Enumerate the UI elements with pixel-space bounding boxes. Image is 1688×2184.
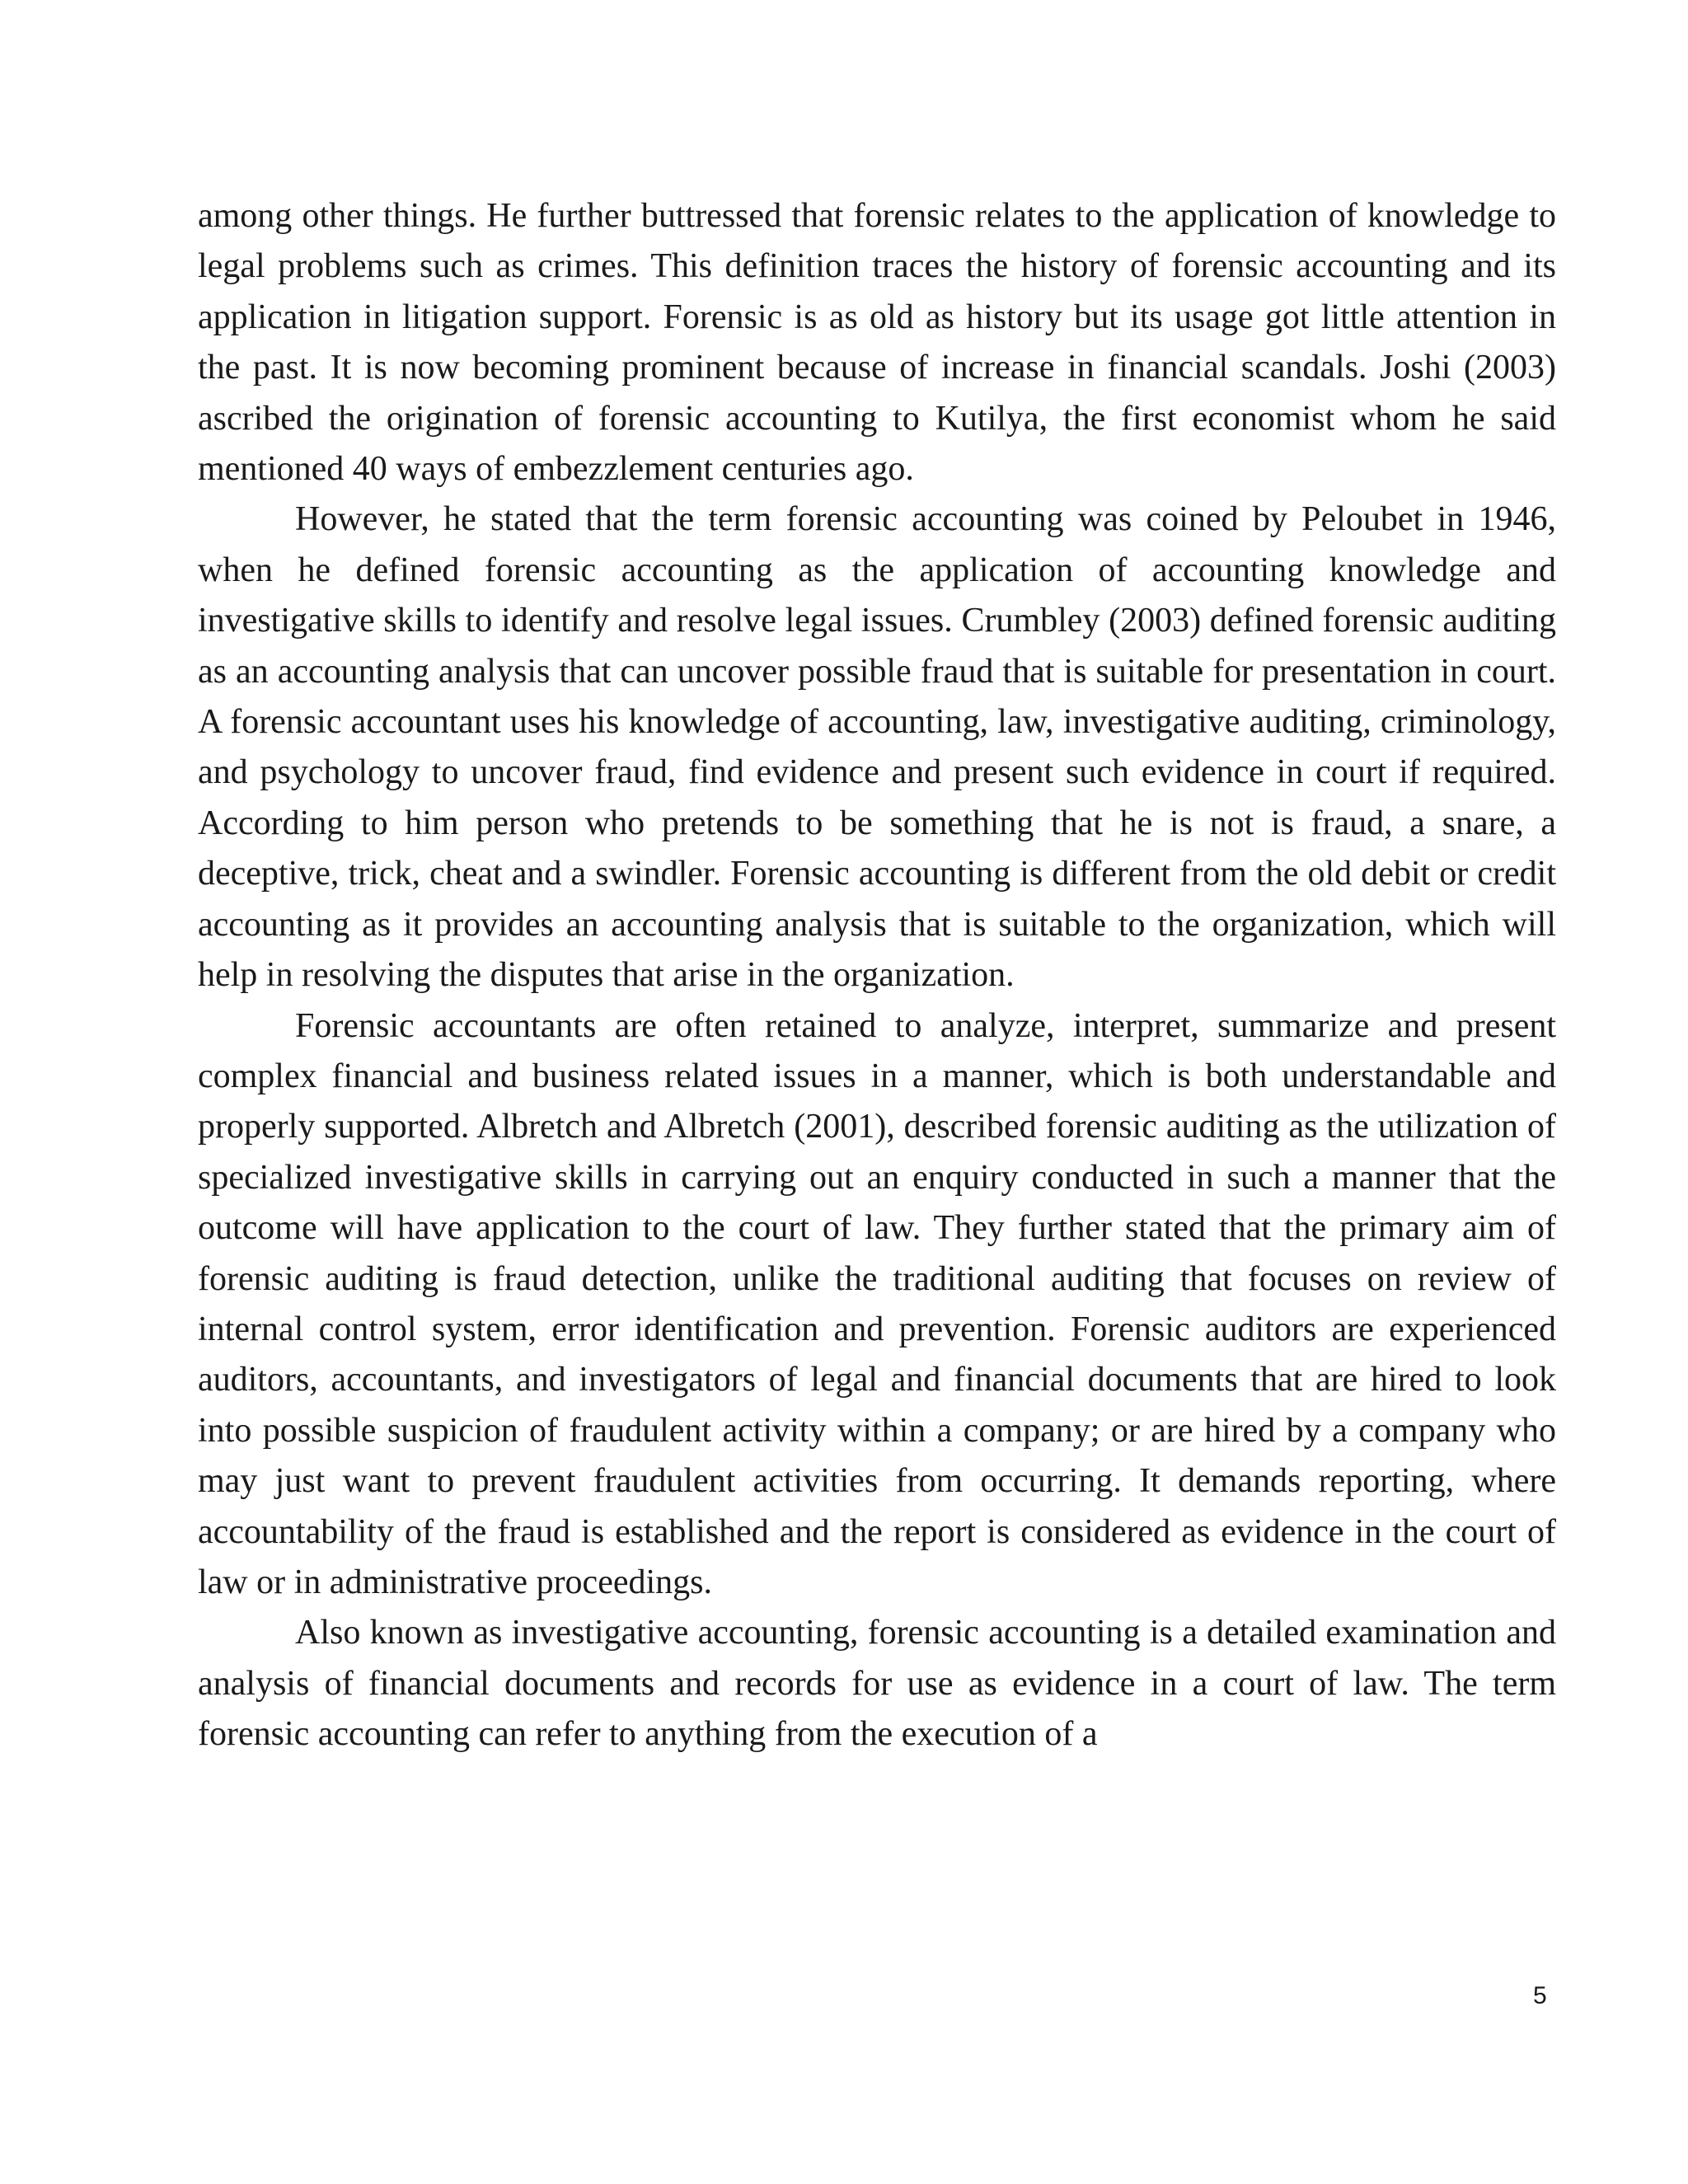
paragraph-1: among other things. He further buttressed that forensic relates to the application of knowledge to legal problems such as crimes. This definition traces the history of forensic accounting and its application in litigation support. Forensic is as old as history but its usage got little attention in the past. It is now becoming prominent because of increase in financial scandals. Joshi (2003) ascribed the origination of forensic accounting to Kutilya, the first economist whom he said mentioned 40 ways of embezzlement centuries ago. (198, 197, 1556, 489)
paragraph-3: Forensic accountants are often retained to analyze, interpret, summarize and present complex financial and business related issues in a manner, which is both understandable and properly supported. Albretch and Albretch (2001), described forensic auditing as the utilization of specialized investigative skills in carrying out an enquiry conducted in such a manner that the outcome will have application to the court of law. They further stated that the primary aim of forensic auditing is fraud detection, unlike the traditional auditing that focuses on review of internal control system, error identification and prevention. Forensic auditors are experienced auditors, accountants, and investigators of legal and financial documents that are hired to look into possible suspicion of fraudulent activity within a company; or are hired by a company who may just want to prevent fraudulent activities from occurring. It demands reporting, where accountability of the fraud is established and the report is considered as evidence in the court of law or in administrative proceedings. (198, 1006, 1556, 1601)
paragraph-2: However, he stated that the term forensic accounting was coined by Peloubet in 1946, when he defined forensic accounting as the application of accounting knowledge and investigative skills to identify and resolve legal issues. Crumbley (2003) defined forensic auditing as an accounting analysis that can uncover possible fraud that is suitable for presentation in court. A forensic accountant uses his knowledge of accounting, law, investigative auditing, criminology, and psychology to uncover fraud, find evidence and present such evidence in court if required. According to him person who pretends to be something that he is not is fraud, a snare, a deceptive, trick, cheat and a swindler. Forensic accounting is different from the old debit or credit accounting as it provides an accounting analysis that is suitable to the organization, which will help in resolving the disputes that arise in the organization. (198, 500, 1556, 995)
paragraph-4: Also known as investigative accounting, forensic accounting is a detailed examination and analysis of financial documents and records for use as evidence in a court of law. The term forensic accounting can refer to anything from the execution of a (198, 1614, 1556, 1754)
page-number: 5 (1533, 1982, 1547, 2009)
body-text (198, 191, 1556, 1760)
